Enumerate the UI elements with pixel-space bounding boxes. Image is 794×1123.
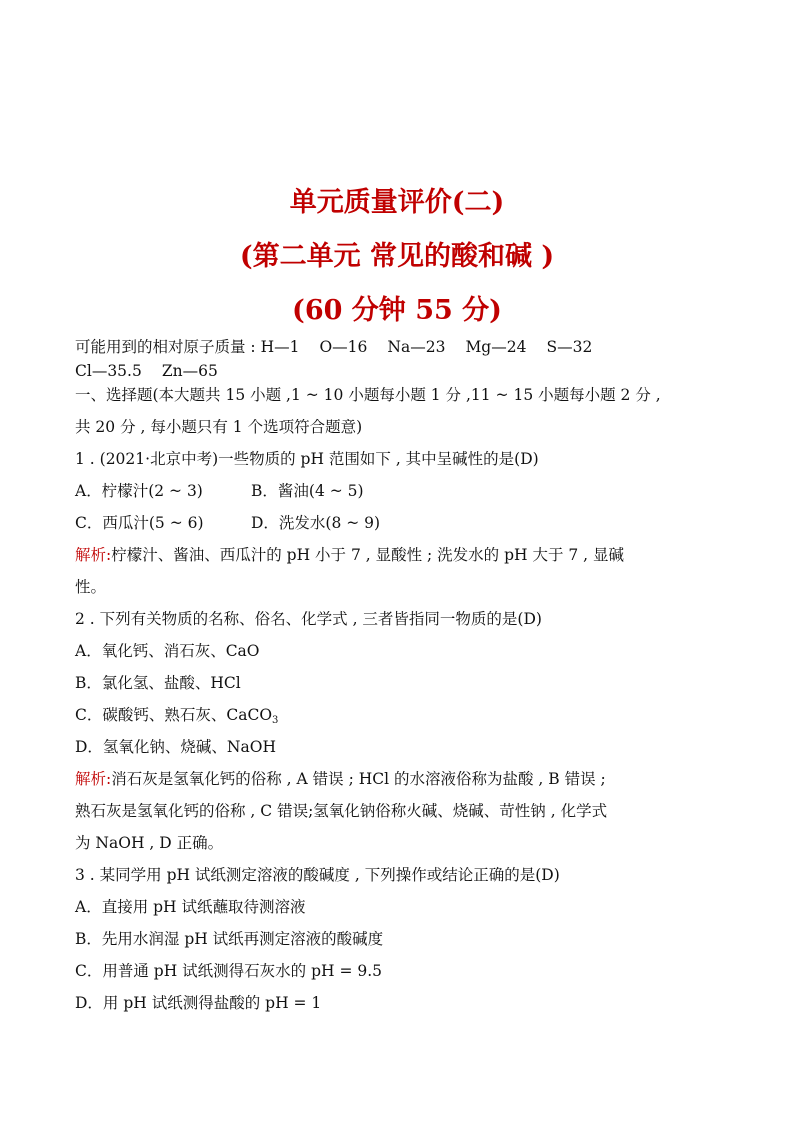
- atomic-mass-line: [75, 360, 735, 384]
- question-1-analysis: [75, 542, 735, 574]
- atomic-mass-item: O—16: [319, 338, 368, 356]
- question-1-stem: 1 . (2021·北京中考)一些物质的 pH 范围如下 , 其中呈碱性的是(D): [75, 450, 539, 468]
- question-1-options-row: [75, 478, 735, 510]
- option-d: D．氢氧化钠、烧碱、NaOH: [75, 738, 276, 756]
- option-c: [75, 702, 735, 734]
- atomic-mass-item: S—32: [546, 338, 593, 356]
- analysis-label: 解析:: [75, 770, 112, 788]
- option-a: A．柠檬汁(2 ~ 3): [75, 482, 203, 500]
- question-1-options-row: [75, 510, 735, 542]
- question-2-analysis: [75, 766, 735, 798]
- exam-content: [75, 336, 735, 1022]
- option-c: C．西瓜汁(5 ~ 6): [75, 514, 204, 532]
- page-title: 单元质量评价(二): [289, 187, 505, 218]
- title-block: [0, 188, 794, 350]
- analysis-label: 解析:: [75, 546, 112, 564]
- option-a: A．直接用 pH 试纸蘸取待测溶液: [75, 898, 306, 916]
- option-a: A．氧化钙、消石灰、CaO: [75, 642, 260, 660]
- option-c-text: C．碳酸钙、熟石灰、CaCO: [75, 706, 273, 724]
- option-b: B．先用水润湿 pH 试纸再测定溶液的酸碱度: [75, 930, 384, 948]
- atomic-mass-label: 可能用到的相对原子质量 :: [75, 338, 261, 356]
- subscript: 3: [272, 715, 279, 726]
- section-heading: 一、选择题(本大题共 15 小题 ,1 ~ 10 小题每小题 1 分 ,11 ~ 15 小题每小题 2 分 ,: [75, 386, 661, 404]
- analysis-text: 消石灰是氢氧化钙的俗称 , A 错误 ; HCl 的水溶液俗称为盐酸 , B 错误 ;: [111, 770, 606, 788]
- atomic-mass-item: Na—23: [387, 338, 446, 356]
- question-2-analysis-cont: 熟石灰是氢氧化钙的俗称 , C 错误;氢氧化钠俗称火碱、烧碱、苛性钠 , 化学式: [75, 802, 608, 820]
- question-1-analysis-cont: 性。: [75, 578, 107, 596]
- option-d: D．洗发水(8 ~ 9): [251, 514, 381, 532]
- time-score: (60 分钟 55 分): [292, 295, 502, 326]
- atomic-mass-item: Mg—24: [465, 338, 527, 356]
- question-2-analysis-cont: 为 NaOH , D 正确。: [75, 834, 224, 852]
- analysis-text: 柠檬汁、酱油、西瓜汁的 pH 小于 7 , 显酸性 ; 洗发水的 pH 大于 7 , 显碱: [111, 546, 625, 564]
- question-2-stem: 2 . 下列有关物质的名称、俗名、化学式 , 三者皆指同一物质的是(D): [75, 610, 542, 628]
- section-heading-cont: 共 20 分 , 每小题只有 1 个选项符合题意): [75, 418, 363, 436]
- atomic-mass-item: Cl—35.5: [75, 362, 142, 380]
- atomic-mass-line: [75, 336, 735, 360]
- option-b: B．酱油(4 ~ 5): [251, 482, 364, 500]
- option-d: D．用 pH 试纸测得盐酸的 pH = 1: [75, 994, 322, 1012]
- atomic-mass-item: Zn—65: [161, 362, 218, 380]
- page-subtitle: (第二单元 常见的酸和碱 ): [239, 241, 555, 272]
- atomic-mass-item: H—1: [260, 338, 300, 356]
- question-3-stem: 3 . 某同学用 pH 试纸测定溶液的酸碱度 , 下列操作或结论正确的是(D): [75, 866, 560, 884]
- option-c: C．用普通 pH 试纸测得石灰水的 pH = 9.5: [75, 962, 383, 980]
- option-b: B．氯化氢、盐酸、HCl: [75, 674, 241, 692]
